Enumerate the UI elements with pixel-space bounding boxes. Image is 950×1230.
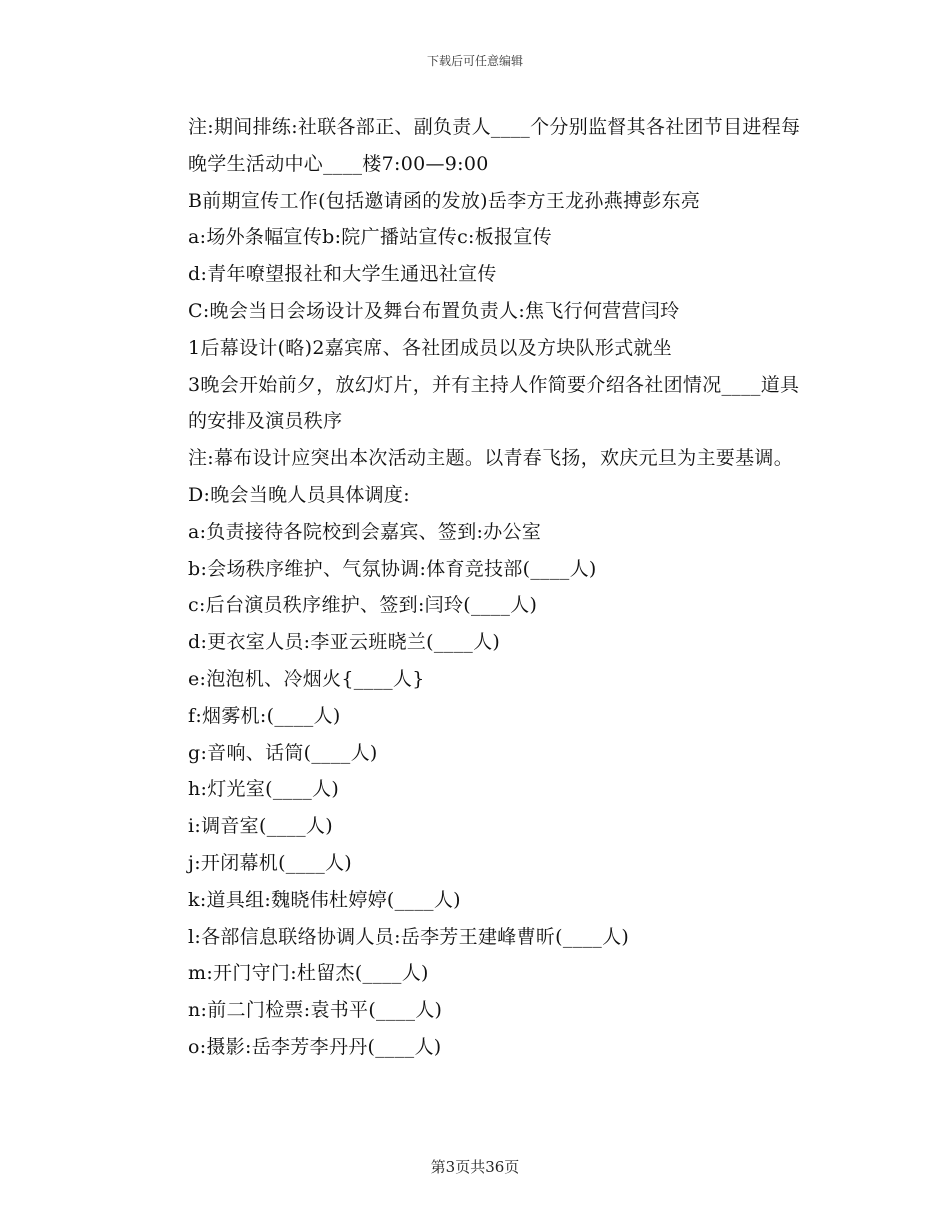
list-item: b:会场秩序维护、气氛协调:体育竞技部(____人) — [188, 557, 597, 580]
page-header: 下载后可任意编辑 — [426, 54, 523, 68]
paragraph: 1后幕设计(略)2嘉宾席、各社团成员以及方块队形式就坐 — [188, 336, 673, 359]
paragraph: B前期宣传工作(包括邀请函的发放)岳李方王龙孙燕搏彭东亮 — [188, 189, 701, 212]
page-number: 第3页共36页 — [430, 1158, 520, 1176]
list-item: n:前二门检票:袁书平(____人) — [188, 999, 443, 1022]
paragraph: 注:幕布设计应突出本次活动主题。以青春飞扬，欢庆元旦为主要基调。 — [188, 447, 794, 470]
list-item: k:道具组:魏晓伟杜婷婷(____人) — [188, 888, 461, 911]
list-item: g:音响、话筒(____人) — [188, 741, 378, 764]
list-item: m:开门守门:杜留杰(____人) — [188, 962, 429, 985]
paragraph: D:晚会当晚人员具体调度: — [188, 483, 410, 506]
paragraph: C:晚会当日会场设计及舞台布置负责人:焦飞行何营营闫玲 — [188, 299, 680, 322]
list-item: j:开闭幕机(____人) — [188, 851, 353, 874]
list-item: d:更衣室人员:李亚云班晓兰(____人) — [188, 631, 501, 654]
list-item: c:后台演员秩序维护、签到:闫玲(____人) — [188, 594, 538, 617]
paragraph: 3晚会开始前夕，放幻灯片，并有主持人作简要介绍各社团情况____道具的安排及演员秩序 — [188, 373, 800, 433]
list-item: e:泡泡机、冷烟火{____人} — [188, 667, 425, 690]
list-item: o:摄影:岳李芳李丹丹(____人) — [188, 1035, 442, 1058]
list-item: h:灯光室(____人) — [188, 778, 340, 801]
paragraph: 注:期间排练:社联各部正、副负责人____个分别监督其各社团节目进程每晚学生活动中心____楼7:00—9:00 — [188, 116, 801, 175]
paragraph: a:场外条幅宣传b:院广播站宣传c:板报宣传 — [188, 226, 552, 249]
list-item: f:烟雾机:(____人) — [188, 704, 341, 727]
list-item: a:负责接待各院校到会嘉宾、签到:办公室 — [188, 520, 542, 543]
paragraph: d:青年嘹望报社和大学生通迅社宣传 — [188, 263, 497, 286]
list-item: l:各部信息联络协调人员:岳李芳王建峰曹昕(____人) — [188, 925, 630, 948]
document-body — [143, 109, 813, 1066]
list-item: i:调音室(____人) — [188, 815, 333, 838]
